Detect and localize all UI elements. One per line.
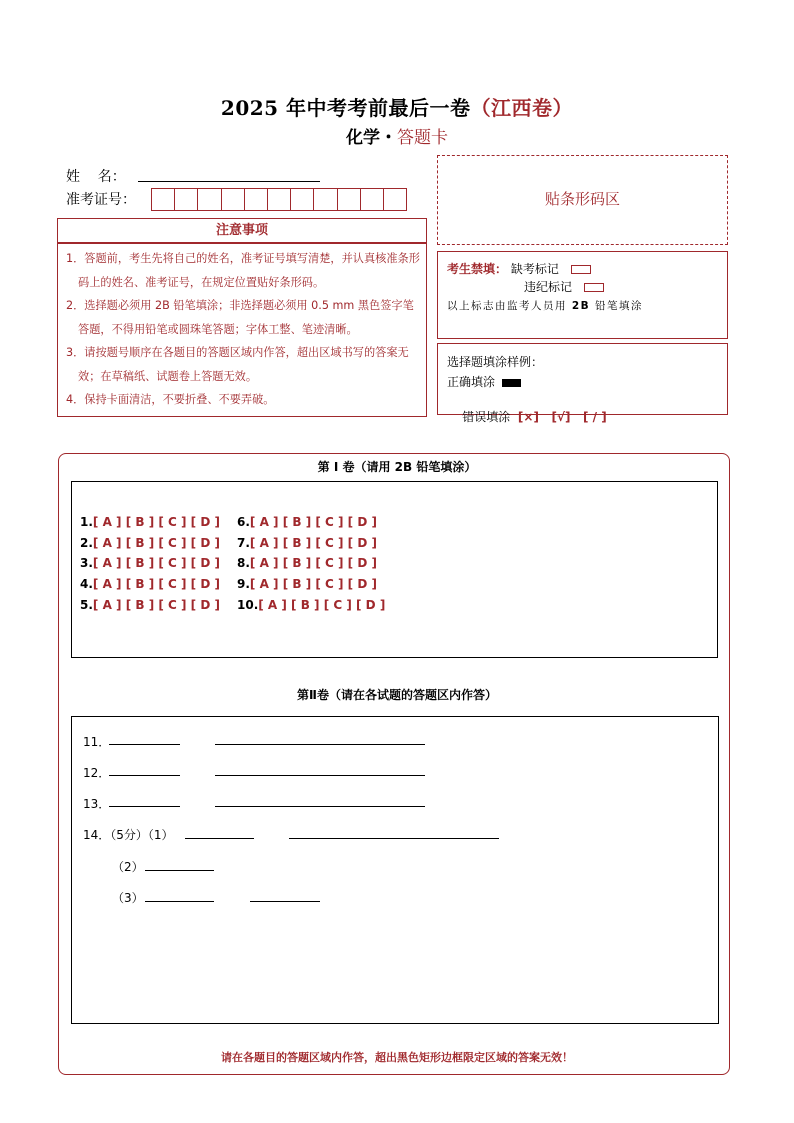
barcode-area (437, 155, 728, 245)
id-digit-box[interactable] (313, 188, 337, 211)
q14-3-label: （3） (112, 891, 144, 905)
id-digit-box[interactable] (337, 188, 361, 211)
wrong-fill-label: 错误填涂 (462, 410, 511, 424)
id-digit-box[interactable] (290, 188, 314, 211)
correct-fill-sample (502, 379, 521, 387)
q11-answer-line-2[interactable] (215, 744, 425, 745)
mc-question-6[interactable]: 6.[ A ] [ B ] [ C ] [ D ] (237, 515, 377, 529)
violation-mark[interactable] (584, 283, 604, 292)
page-title (0, 92, 794, 121)
mc-question-9[interactable]: 9.[ A ] [ B ] [ C ] [ D ] (237, 577, 377, 591)
title-main: 2025 年中考考前最后一卷 (220, 96, 471, 120)
mc-question-5[interactable]: 5.[ A ] [ B ] [ C ] [ D ] (80, 598, 220, 612)
q12-answer-line[interactable] (109, 775, 180, 776)
barcode-label: 贴条形码区 (544, 190, 620, 208)
mc-question-1[interactable]: 1.[ A ] [ B ] [ C ] [ D ] (80, 515, 220, 529)
notice-heading: 注意事项 (57, 218, 427, 243)
q12-answer-line-2[interactable] (215, 775, 425, 776)
name-field[interactable] (138, 181, 320, 182)
absent-label: 缺考标记 (510, 262, 559, 276)
id-digit-box[interactable] (197, 188, 221, 211)
fill-example-box (437, 343, 728, 424)
mc-question-4[interactable]: 4.[ A ] [ B ] [ C ] [ D ] (80, 577, 220, 591)
id-number-boxes[interactable] (151, 188, 407, 211)
q13-answer-line[interactable] (109, 806, 180, 807)
mc-question-7[interactable]: 7.[ A ] [ B ] [ C ] [ D ] (237, 536, 377, 550)
q11-answer-line[interactable] (109, 744, 180, 745)
forbidden-box (437, 251, 728, 339)
id-digit-box[interactable] (360, 188, 384, 211)
subtitle-card: 答题卡 (397, 128, 448, 148)
q14-3-answer-line[interactable] (145, 901, 214, 902)
fill-example-label: 选择题填涂样例： (447, 355, 544, 369)
id-digit-box[interactable] (383, 188, 407, 211)
id-digit-box[interactable] (221, 188, 245, 211)
mc-question-3[interactable]: 3.[ A ] [ B ] [ C ] [ D ] (80, 556, 220, 570)
id-digit-box[interactable] (267, 188, 291, 211)
mc-question-2[interactable]: 2.[ A ] [ B ] [ C ] [ D ] (80, 536, 220, 550)
wrong-fill-samples: [×] [√] [ / ] (517, 410, 607, 424)
notice-item: 2．选择题必须用 2B 铅笔填涂；非选择题必须用 0.5 mm 黑色签字笔答题，不得用铅笔或圆珠笔答题；字体工整、笔迹清晰。 (66, 299, 414, 336)
q12-label: 12． (83, 766, 111, 780)
q11-label: 11． (83, 735, 111, 749)
q14-2-answer-line[interactable] (145, 870, 214, 871)
forbidden-note: 以上标志由监考人员用 2B 铅笔填涂 (447, 300, 643, 312)
mc-question-10[interactable]: 10.[ A ] [ B ] [ C ] [ D ] (237, 598, 386, 612)
id-digit-box[interactable] (174, 188, 198, 211)
q13-answer-line-2[interactable] (215, 806, 425, 807)
violation-label: 违纪标记 (524, 280, 573, 294)
q14-1-answer-line-2[interactable] (289, 838, 499, 839)
correct-fill-label: 正确填涂 (447, 375, 496, 389)
footer-warning: 请在各题目的答题区域内作答，超出黑色矩形边框限定区域的答案无效！ (221, 1051, 573, 1064)
notice-item: 3．请按题号顺序在各题目的答题区域内作答，超出区域书写的答案无效；在草稿纸、试题卷上答题无效。 (66, 346, 409, 383)
notice-item: 4．保持卡面清洁，不要折叠、不要弄破。 (66, 393, 275, 406)
q14-1-answer-line[interactable] (185, 838, 254, 839)
q14-2-label: （2） (112, 860, 144, 874)
part2-title: 第Ⅱ卷（请在各试题的答题区内作答） (297, 688, 497, 702)
mc-question-8[interactable]: 8.[ A ] [ B ] [ C ] [ D ] (237, 556, 377, 570)
q14-label: 14．（5分）（1） (83, 828, 174, 842)
notice-item: 1．答题前，考生先将自己的姓名，准考证号填写清楚，并认真核准条形码上的姓名、准考证号，在规定位置贴好条形码。 (66, 252, 420, 289)
subtitle-subject: 化学・ (346, 128, 397, 148)
part1-title: 第 I 卷（请用 2B 铅笔填涂） (317, 460, 477, 474)
id-digit-box[interactable] (151, 188, 175, 211)
q14-3-answer-line-2[interactable] (250, 901, 320, 902)
forbidden-label: 考生禁填： (447, 262, 508, 276)
name-label: 姓 名： (66, 169, 126, 185)
id-label: 准考证号： (66, 192, 136, 208)
page-subtitle (0, 123, 794, 148)
notice-body (57, 243, 427, 417)
title-region: （江西卷） (470, 96, 574, 120)
id-digit-box[interactable] (244, 188, 268, 211)
q13-label: 13． (83, 797, 111, 811)
absent-mark[interactable] (571, 265, 591, 274)
